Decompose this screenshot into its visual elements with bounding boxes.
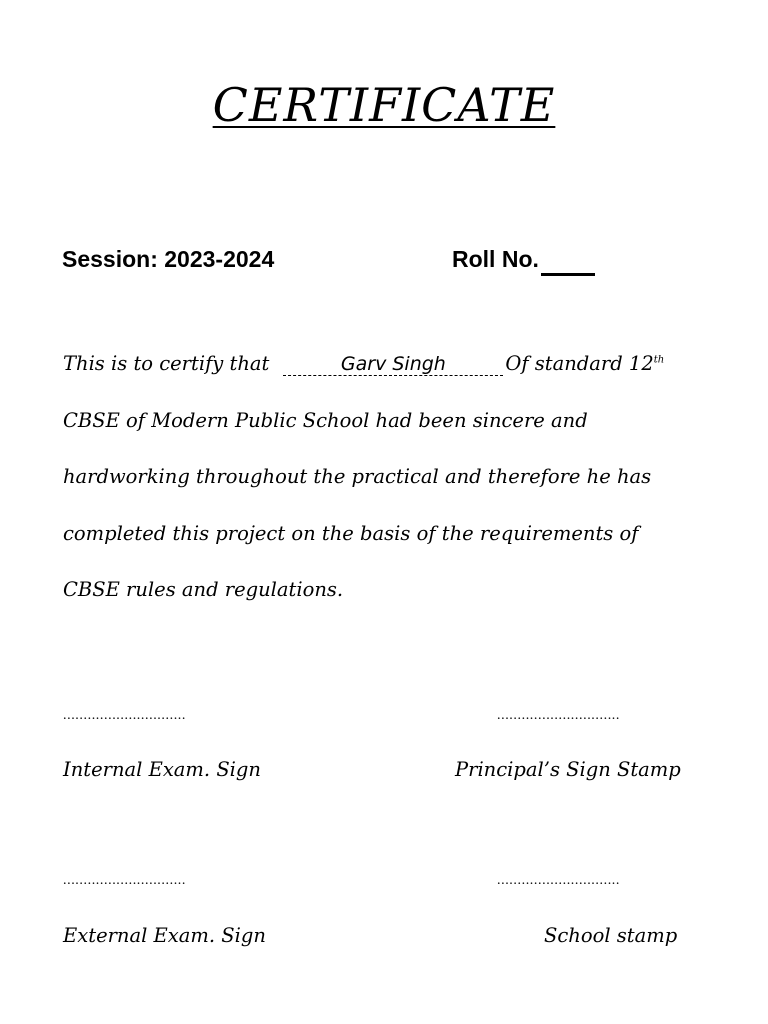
body-line-3: hardworking throughout the practical and therefore he has	[63, 465, 652, 488]
session-label: Session: 2023-2024	[62, 246, 275, 272]
body-line-2: CBSE of Modern Public School had been sincere and	[63, 408, 588, 432]
school-stamp-label: School stamp	[544, 924, 678, 947]
external-exam-sign-label: External Exam. Sign	[63, 924, 266, 947]
roll-number-field	[452, 246, 595, 276]
internal-exam-sign-label: Internal Exam. Sign	[63, 758, 261, 781]
standard-text: Of standard 12	[505, 352, 654, 375]
school-stamp-line: ..............................	[497, 873, 620, 888]
principal-sign-label: Principal’s Sign Stamp	[455, 758, 681, 781]
body-line-5: CBSE rules and regulations.	[63, 578, 344, 601]
standard-suffix: th	[653, 354, 665, 366]
student-name: Garv Singh	[283, 353, 503, 376]
body-line-4: completed this project on the basis of the requirements of	[63, 521, 639, 545]
certificate-title: CERTIFICATE	[212, 78, 556, 132]
internal-exam-sign-line: ..............................	[63, 708, 186, 723]
certificate-body	[63, 336, 713, 619]
intro-text: This is to certify that	[63, 352, 270, 375]
roll-number-label: Roll No.	[452, 246, 539, 272]
principal-sign-line: ..............................	[497, 708, 620, 723]
roll-number-blank	[541, 246, 595, 276]
body-line-1	[63, 336, 713, 393]
external-exam-sign-line: ..............................	[63, 873, 186, 888]
